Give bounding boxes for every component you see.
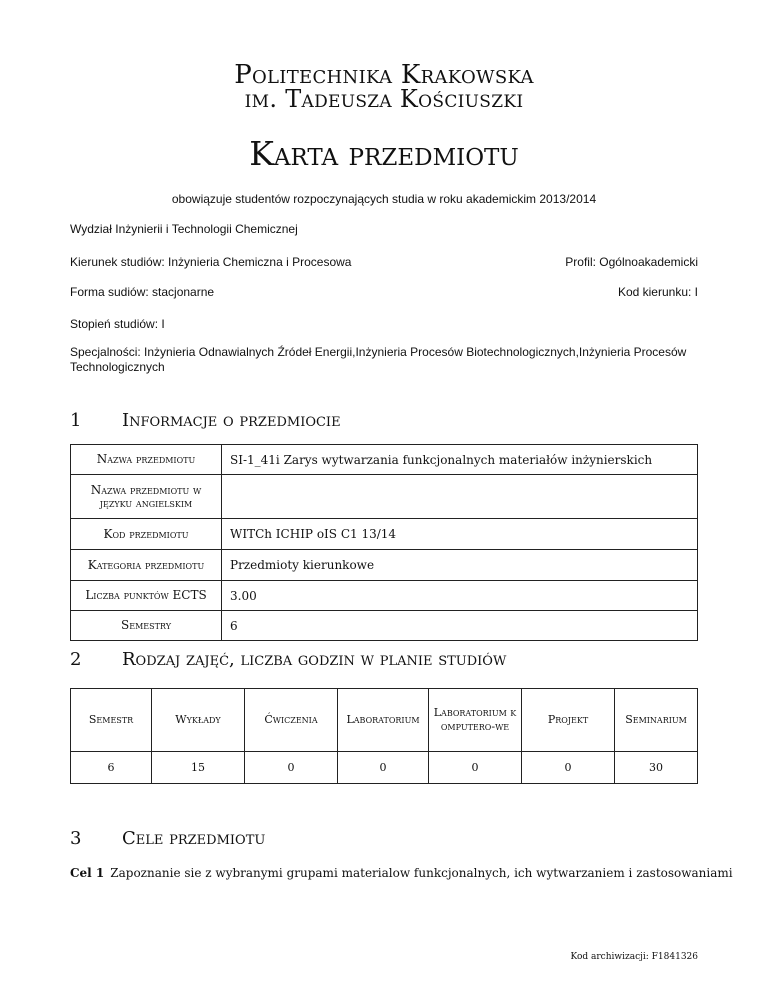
degree-level: Stopień studiów: I	[70, 317, 165, 331]
info-label: Nazwa przedmiotu w języku angielskim	[71, 475, 222, 519]
info-label: Kod przedmiotu	[71, 519, 222, 550]
section-number: 1	[70, 410, 82, 431]
university-patron: im. Tadeusza Kościuszki	[244, 85, 524, 113]
table-cell: 0	[522, 752, 615, 784]
field-of-study: Kierunek studiów: Inżynieria Chemiczna i Procesowa	[70, 255, 352, 269]
specializations: Specjalności: Inżynieria Odnawialnych Źródeł Energii,Inżynieria Procesów Biotechnologicznych,Inżynieria Procesów Technologicznych	[70, 345, 687, 374]
table-row	[71, 611, 698, 641]
field-code: Kod kierunku: I	[617, 285, 698, 299]
profile: Profil: Ogólnoakademicki	[565, 255, 698, 269]
column-header: Laboratorium	[338, 689, 429, 752]
section-title: Informacje o przedmiocie	[122, 410, 341, 431]
info-value: 6	[222, 611, 698, 641]
section-title: Rodzaj zajęć, liczba godzin w planie studiów	[122, 649, 507, 670]
info-value: 3.00	[222, 581, 698, 611]
table-row	[71, 519, 698, 550]
table-row	[71, 752, 698, 784]
info-value: WITCh ICHIP oIS C1 13/14	[222, 519, 698, 550]
info-label: Kategoria przedmiotu	[71, 550, 222, 581]
table-row	[71, 550, 698, 581]
table-cell: 0	[429, 752, 522, 784]
info-label: Semestry	[71, 611, 222, 641]
column-header: Projekt	[522, 689, 615, 752]
table-cell: 15	[152, 752, 245, 784]
table-cell: 30	[615, 752, 698, 784]
section-title: Cele przedmiotu	[122, 828, 266, 849]
table-row	[71, 581, 698, 611]
section-2-heading	[70, 649, 506, 670]
archive-code: Kod archiwizacji: F1841326	[570, 952, 698, 962]
column-header: Laboratorium komputero-we	[429, 689, 522, 752]
section-number: 3	[70, 828, 82, 849]
course-info-table	[70, 444, 698, 641]
goal-text: Zapoznanie sie z wybranymi grupami materialow funkcjonalnych, ich wytwarzaniem i zastosowaniami	[110, 866, 733, 880]
column-header: Seminarium	[615, 689, 698, 752]
section-number: 2	[70, 649, 82, 670]
table-cell: 6	[71, 752, 152, 784]
info-label: Liczba punktów ECTS	[71, 581, 222, 611]
info-label: Nazwa przedmiotu	[71, 445, 222, 475]
table-cell: 0	[338, 752, 429, 784]
goal-item	[70, 866, 733, 880]
column-header: Semestr	[71, 689, 152, 752]
info-value: SI-1_41i Zarys wytwarzania funkcjonalnych materiałów inżynierskich	[222, 445, 698, 475]
faculty: Wydział Inżynierii i Technologii Chemicznej	[70, 222, 298, 236]
table-row	[71, 445, 698, 475]
university-name: Politechnika Krakowska	[234, 60, 534, 90]
table-cell: 0	[245, 752, 338, 784]
column-header: Wykłady	[152, 689, 245, 752]
section-1-heading	[70, 410, 341, 431]
hours-table	[70, 688, 698, 784]
page-title: Karta przedmiotu	[249, 134, 519, 173]
info-value: Przedmioty kierunkowe	[222, 550, 698, 581]
applies-to-note: obowiązuje studentów rozpoczynających studia w roku akademickim 2013/2014	[171, 192, 597, 206]
table-row	[71, 475, 698, 519]
table-header-row	[71, 689, 698, 752]
section-3-heading	[70, 828, 265, 849]
goal-label: Cel 1	[70, 866, 105, 880]
column-header: Ćwiczenia	[245, 689, 338, 752]
study-form: Forma sudiów: stacjonarne	[70, 285, 215, 299]
info-value	[222, 475, 698, 519]
